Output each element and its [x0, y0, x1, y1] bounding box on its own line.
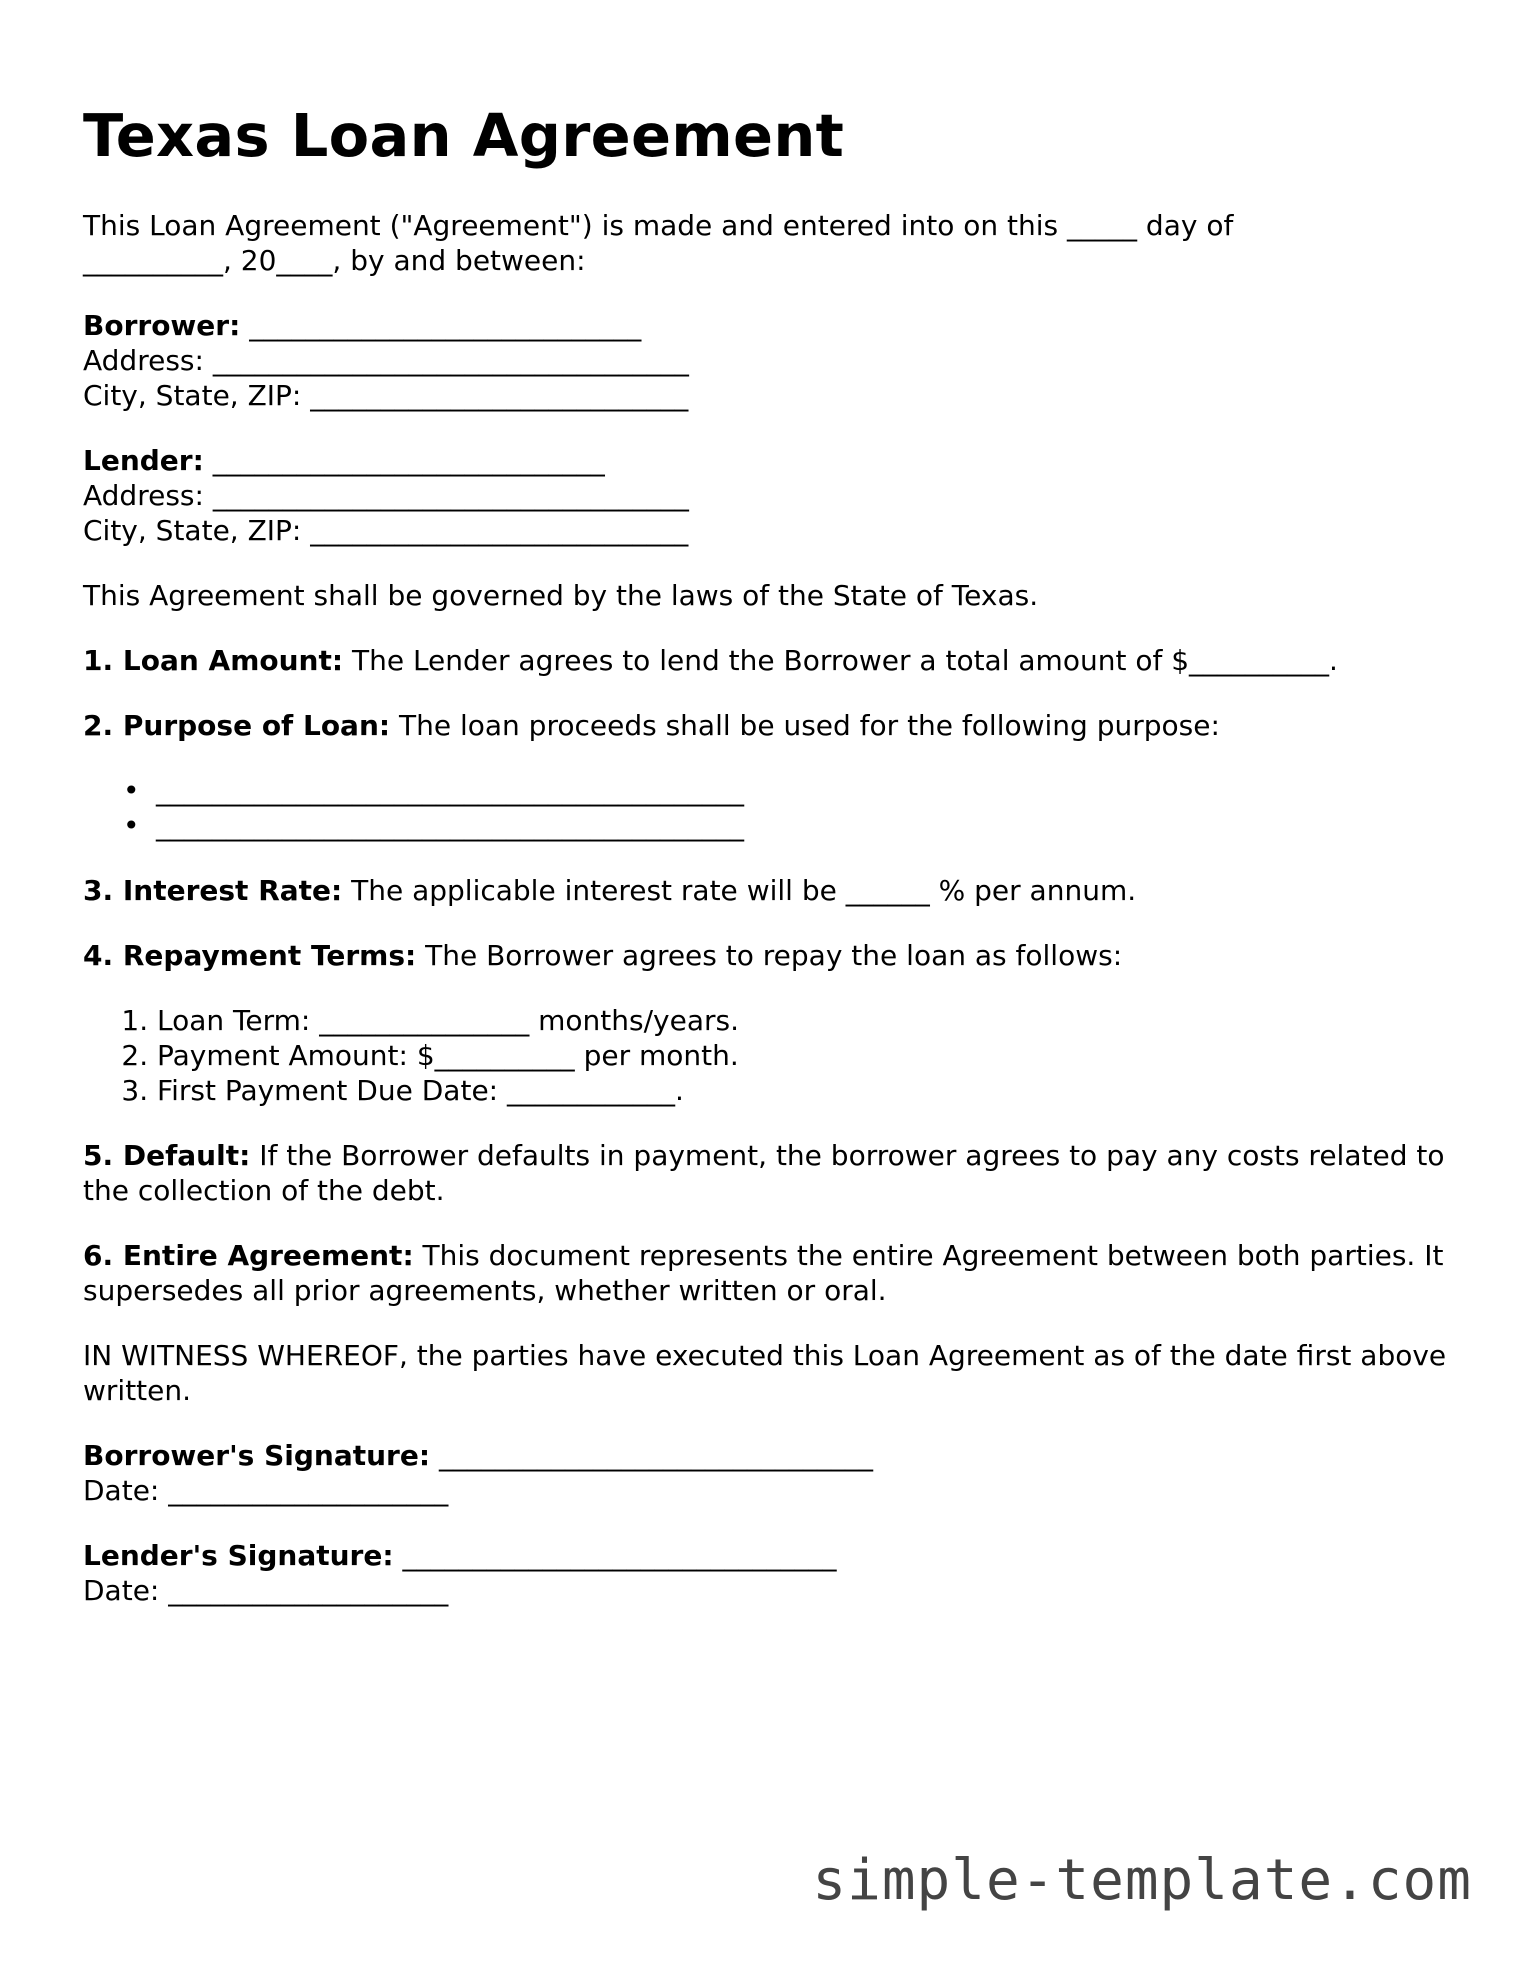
section-heading: 6. Entire Agreement: [83, 1239, 414, 1272]
lender-name-line [83, 443, 1463, 478]
lender-city: City, State, ZIP: ___________________________ [83, 514, 689, 547]
repayment-item: 3. First Payment Due Date: ____________. [157, 1073, 1463, 1108]
intro-line-1: This Loan Agreement ("Agreement") is made and entered into on this _____ day of [83, 209, 1234, 242]
borrower-address: Address: __________________________________ [83, 344, 689, 377]
section-text: The applicable interest rate will be ______ % per annum. [342, 874, 1137, 907]
borrower-signature-date: Date: ____________________ [83, 1474, 449, 1507]
lender-signature-label: Lender's Signature: [83, 1539, 394, 1572]
section-heading: 1. Loan Amount: [83, 644, 344, 677]
section-heading: 3. Interest Rate: [83, 874, 343, 907]
borrower-block [83, 308, 1463, 413]
section-default [83, 1138, 1463, 1208]
section-heading: 5. Default: [83, 1139, 251, 1172]
lender-block [83, 443, 1463, 548]
document-page [83, 100, 1463, 1608]
site-watermark: simple-template.com [812, 1848, 1472, 1913]
section-purpose [83, 708, 1463, 743]
section-repayment [83, 938, 1463, 973]
section-loan-amount [83, 643, 1463, 678]
section-text: The Lender agrees to lend the Borrower a total amount of $__________. [343, 644, 1338, 677]
repayment-list [83, 1003, 1463, 1108]
lender-label: Lender: [83, 444, 204, 477]
document-title: Texas Loan Agreement [83, 101, 845, 170]
section-text: This document represents the entire Agreement between both parties. It supersedes all prior agreements, whether written or oral. [83, 1239, 1444, 1307]
section-interest [83, 873, 1463, 908]
purpose-bullet: • __________________________________________ [123, 808, 1463, 843]
borrower-signature-line [83, 1438, 1463, 1473]
section-heading: 4. Repayment Terms: [83, 939, 417, 972]
borrower-name-line [83, 308, 1463, 343]
witness-clause: IN WITNESS WHEREOF, the parties have executed this Loan Agreement as of the date first above written. [83, 1339, 1447, 1407]
intro-line-2: __________, 20____, by and between: [83, 244, 586, 277]
lender-address: Address: __________________________________ [83, 479, 689, 512]
borrower-label: Borrower: [83, 309, 241, 342]
section-heading: 2. Purpose of Loan: [83, 709, 391, 742]
lender-signature-line [83, 1538, 1463, 1573]
lender-signature-date: Date: ____________________ [83, 1574, 449, 1607]
borrower-name-blank: ____________________________ [240, 309, 642, 342]
section-entire-agreement [83, 1238, 1463, 1308]
repayment-item: 2. Payment Amount: $__________ per month. [157, 1038, 1463, 1073]
section-text: The Borrower agrees to repay the loan as follows: [416, 939, 1123, 972]
repayment-item: 1. Loan Term: _______________ months/years. [157, 1003, 1463, 1038]
purpose-bullet: • __________________________________________ [123, 773, 1463, 808]
section-text: If the Borrower defaults in payment, the borrower agrees to pay any costs related to the collection of the debt. [83, 1139, 1445, 1207]
borrower-signature-block [83, 1438, 1463, 1508]
borrower-city: City, State, ZIP: ___________________________ [83, 379, 689, 412]
borrower-signature-blank: _______________________________ [430, 1439, 873, 1472]
section-text: The loan proceeds shall be used for the following purpose: [390, 709, 1220, 742]
borrower-signature-label: Borrower's Signature: [83, 1439, 431, 1472]
lender-name-blank: ____________________________ [203, 444, 605, 477]
lender-signature-block [83, 1538, 1463, 1608]
lender-signature-blank: _______________________________ [393, 1539, 837, 1572]
intro-paragraph [83, 208, 1463, 278]
purpose-list [83, 773, 1463, 843]
governing-law: This Agreement shall be governed by the laws of the State of Texas. [83, 579, 1039, 612]
